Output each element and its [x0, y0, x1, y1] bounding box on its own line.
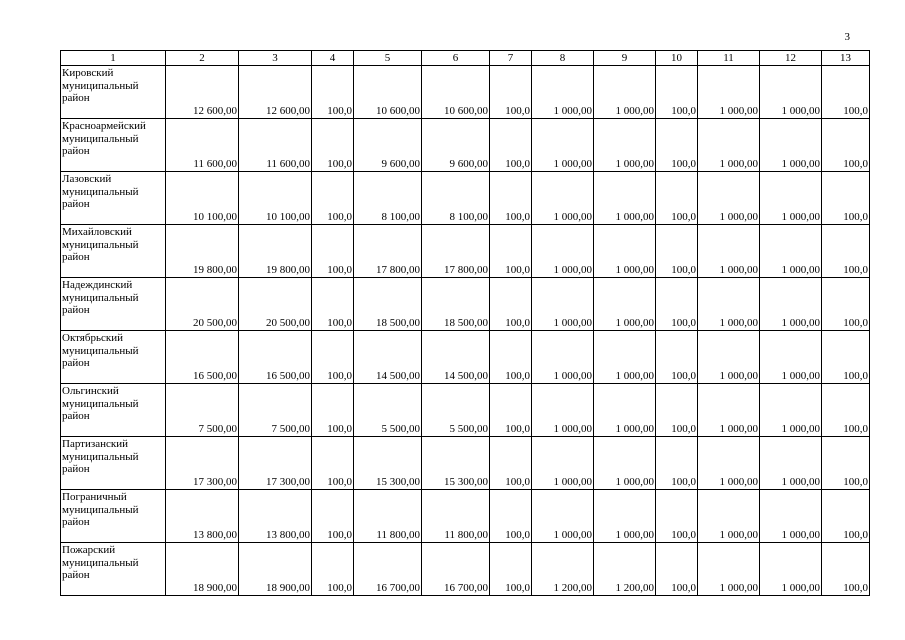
- value-cell-col-12: 1 000,00: [760, 66, 822, 119]
- budget-table: [60, 50, 870, 596]
- value-cell-col-2: 12 600,00: [166, 66, 239, 119]
- value-cell-col-12: 1 000,00: [760, 490, 822, 543]
- value-cell-col-5: 5 500,00: [354, 384, 422, 437]
- value-cell-col-6: 5 500,00: [422, 384, 490, 437]
- value-cell-col-8: 1 000,00: [532, 119, 594, 172]
- value-cell-col-5: 10 600,00: [354, 66, 422, 119]
- value-cell-col-2: 18 900,00: [166, 543, 239, 596]
- table-row: [61, 331, 870, 384]
- value-cell-col-5: 18 500,00: [354, 278, 422, 331]
- column-header: 9: [594, 51, 656, 66]
- table-row: [61, 172, 870, 225]
- value-cell-col-8: 1 000,00: [532, 278, 594, 331]
- value-cell-col-10: 100,0: [656, 437, 698, 490]
- value-cell-col-13: 100,0: [822, 543, 870, 596]
- value-cell-col-2: 20 500,00: [166, 278, 239, 331]
- value-cell-col-6: 14 500,00: [422, 331, 490, 384]
- value-cell-col-12: 1 000,00: [760, 543, 822, 596]
- value-cell-col-4: 100,0: [312, 490, 354, 543]
- table-row: [61, 543, 870, 596]
- value-cell-col-2: 10 100,00: [166, 172, 239, 225]
- value-cell-col-7: 100,0: [490, 490, 532, 543]
- district-name-cell: Михайловский муниципальный район: [61, 225, 166, 278]
- value-cell-col-2: 19 800,00: [166, 225, 239, 278]
- value-cell-col-9: 1 000,00: [594, 172, 656, 225]
- column-header: 7: [490, 51, 532, 66]
- value-cell-col-12: 1 000,00: [760, 384, 822, 437]
- value-cell-col-11: 1 000,00: [698, 278, 760, 331]
- value-cell-col-13: 100,0: [822, 225, 870, 278]
- district-name-cell: Надеждинский муниципальный район: [61, 278, 166, 331]
- value-cell-col-12: 1 000,00: [760, 437, 822, 490]
- district-name-cell: Лазовский муниципальный район: [61, 172, 166, 225]
- value-cell-col-7: 100,0: [490, 225, 532, 278]
- value-cell-col-12: 1 000,00: [760, 119, 822, 172]
- value-cell-col-12: 1 000,00: [760, 225, 822, 278]
- value-cell-col-8: 1 000,00: [532, 172, 594, 225]
- value-cell-col-5: 16 700,00: [354, 543, 422, 596]
- value-cell-col-8: 1 000,00: [532, 225, 594, 278]
- value-cell-col-3: 17 300,00: [239, 437, 312, 490]
- column-header: 3: [239, 51, 312, 66]
- value-cell-col-11: 1 000,00: [698, 119, 760, 172]
- column-header: 13: [822, 51, 870, 66]
- value-cell-col-4: 100,0: [312, 66, 354, 119]
- value-cell-col-4: 100,0: [312, 331, 354, 384]
- value-cell-col-9: 1 000,00: [594, 119, 656, 172]
- value-cell-col-11: 1 000,00: [698, 331, 760, 384]
- value-cell-col-3: 20 500,00: [239, 278, 312, 331]
- value-cell-col-8: 1 000,00: [532, 66, 594, 119]
- value-cell-col-9: 1 000,00: [594, 384, 656, 437]
- value-cell-col-7: 100,0: [490, 437, 532, 490]
- value-cell-col-5: 17 800,00: [354, 225, 422, 278]
- table-row: [61, 119, 870, 172]
- value-cell-col-3: 19 800,00: [239, 225, 312, 278]
- value-cell-col-13: 100,0: [822, 278, 870, 331]
- value-cell-col-10: 100,0: [656, 66, 698, 119]
- value-cell-col-4: 100,0: [312, 384, 354, 437]
- value-cell-col-7: 100,0: [490, 384, 532, 437]
- table-row: [61, 225, 870, 278]
- value-cell-col-9: 1 200,00: [594, 543, 656, 596]
- value-cell-col-2: 11 600,00: [166, 119, 239, 172]
- value-cell-col-2: 13 800,00: [166, 490, 239, 543]
- value-cell-col-9: 1 000,00: [594, 490, 656, 543]
- value-cell-col-4: 100,0: [312, 225, 354, 278]
- value-cell-col-13: 100,0: [822, 437, 870, 490]
- value-cell-col-12: 1 000,00: [760, 172, 822, 225]
- value-cell-col-6: 17 800,00: [422, 225, 490, 278]
- value-cell-col-6: 11 800,00: [422, 490, 490, 543]
- value-cell-col-4: 100,0: [312, 119, 354, 172]
- column-header: 5: [354, 51, 422, 66]
- table-row: [61, 384, 870, 437]
- district-name-cell: Пограничный муниципальный район: [61, 490, 166, 543]
- header-row: [61, 51, 870, 66]
- value-cell-col-5: 8 100,00: [354, 172, 422, 225]
- value-cell-col-2: 16 500,00: [166, 331, 239, 384]
- value-cell-col-3: 16 500,00: [239, 331, 312, 384]
- value-cell-col-4: 100,0: [312, 437, 354, 490]
- value-cell-col-11: 1 000,00: [698, 225, 760, 278]
- column-header: 2: [166, 51, 239, 66]
- value-cell-col-13: 100,0: [822, 384, 870, 437]
- value-cell-col-3: 13 800,00: [239, 490, 312, 543]
- value-cell-col-11: 1 000,00: [698, 384, 760, 437]
- value-cell-col-8: 1 000,00: [532, 437, 594, 490]
- table-row: [61, 66, 870, 119]
- value-cell-col-4: 100,0: [312, 543, 354, 596]
- table-header: [61, 51, 870, 66]
- value-cell-col-6: 9 600,00: [422, 119, 490, 172]
- value-cell-col-10: 100,0: [656, 331, 698, 384]
- value-cell-col-7: 100,0: [490, 331, 532, 384]
- value-cell-col-9: 1 000,00: [594, 437, 656, 490]
- value-cell-col-8: 1 000,00: [532, 490, 594, 543]
- district-name-cell: Пожарский муниципальный район: [61, 543, 166, 596]
- value-cell-col-9: 1 000,00: [594, 225, 656, 278]
- value-cell-col-6: 10 600,00: [422, 66, 490, 119]
- value-cell-col-5: 14 500,00: [354, 331, 422, 384]
- value-cell-col-13: 100,0: [822, 331, 870, 384]
- value-cell-col-13: 100,0: [822, 119, 870, 172]
- column-header: 1: [61, 51, 166, 66]
- value-cell-col-10: 100,0: [656, 490, 698, 543]
- column-header: 4: [312, 51, 354, 66]
- value-cell-col-7: 100,0: [490, 543, 532, 596]
- value-cell-col-3: 12 600,00: [239, 66, 312, 119]
- value-cell-col-4: 100,0: [312, 172, 354, 225]
- value-cell-col-8: 1 000,00: [532, 384, 594, 437]
- table-row: [61, 490, 870, 543]
- value-cell-col-10: 100,0: [656, 278, 698, 331]
- value-cell-col-7: 100,0: [490, 119, 532, 172]
- value-cell-col-11: 1 000,00: [698, 66, 760, 119]
- value-cell-col-5: 9 600,00: [354, 119, 422, 172]
- value-cell-col-3: 11 600,00: [239, 119, 312, 172]
- value-cell-col-10: 100,0: [656, 119, 698, 172]
- district-name-cell: Красноармейский муниципальный район: [61, 119, 166, 172]
- district-name-cell: Партизанский муниципальный район: [61, 437, 166, 490]
- district-name-cell: Ольгинский муниципальный район: [61, 384, 166, 437]
- value-cell-col-3: 7 500,00: [239, 384, 312, 437]
- table-row: [61, 437, 870, 490]
- value-cell-col-10: 100,0: [656, 384, 698, 437]
- value-cell-col-6: 16 700,00: [422, 543, 490, 596]
- value-cell-col-6: 15 300,00: [422, 437, 490, 490]
- page-number: 3: [844, 31, 850, 43]
- table-body: [61, 66, 870, 596]
- value-cell-col-3: 10 100,00: [239, 172, 312, 225]
- value-cell-col-13: 100,0: [822, 172, 870, 225]
- value-cell-col-5: 15 300,00: [354, 437, 422, 490]
- value-cell-col-11: 1 000,00: [698, 543, 760, 596]
- column-header: 11: [698, 51, 760, 66]
- value-cell-col-4: 100,0: [312, 278, 354, 331]
- value-cell-col-13: 100,0: [822, 490, 870, 543]
- value-cell-col-9: 1 000,00: [594, 66, 656, 119]
- value-cell-col-7: 100,0: [490, 66, 532, 119]
- value-cell-col-2: 17 300,00: [166, 437, 239, 490]
- value-cell-col-10: 100,0: [656, 543, 698, 596]
- district-name-cell: Октябрьский муниципальный район: [61, 331, 166, 384]
- district-name-cell: Кировский муниципальный район: [61, 66, 166, 119]
- value-cell-col-7: 100,0: [490, 172, 532, 225]
- value-cell-col-7: 100,0: [490, 278, 532, 331]
- value-cell-col-11: 1 000,00: [698, 490, 760, 543]
- value-cell-col-9: 1 000,00: [594, 331, 656, 384]
- value-cell-col-5: 11 800,00: [354, 490, 422, 543]
- value-cell-col-6: 8 100,00: [422, 172, 490, 225]
- column-header: 8: [532, 51, 594, 66]
- value-cell-col-9: 1 000,00: [594, 278, 656, 331]
- value-cell-col-11: 1 000,00: [698, 437, 760, 490]
- column-header: 12: [760, 51, 822, 66]
- value-cell-col-12: 1 000,00: [760, 278, 822, 331]
- value-cell-col-13: 100,0: [822, 66, 870, 119]
- value-cell-col-10: 100,0: [656, 225, 698, 278]
- value-cell-col-10: 100,0: [656, 172, 698, 225]
- value-cell-col-8: 1 000,00: [532, 331, 594, 384]
- table-row: [61, 278, 870, 331]
- value-cell-col-8: 1 200,00: [532, 543, 594, 596]
- value-cell-col-12: 1 000,00: [760, 331, 822, 384]
- column-header: 6: [422, 51, 490, 66]
- value-cell-col-3: 18 900,00: [239, 543, 312, 596]
- value-cell-col-2: 7 500,00: [166, 384, 239, 437]
- value-cell-col-11: 1 000,00: [698, 172, 760, 225]
- value-cell-col-6: 18 500,00: [422, 278, 490, 331]
- column-header: 10: [656, 51, 698, 66]
